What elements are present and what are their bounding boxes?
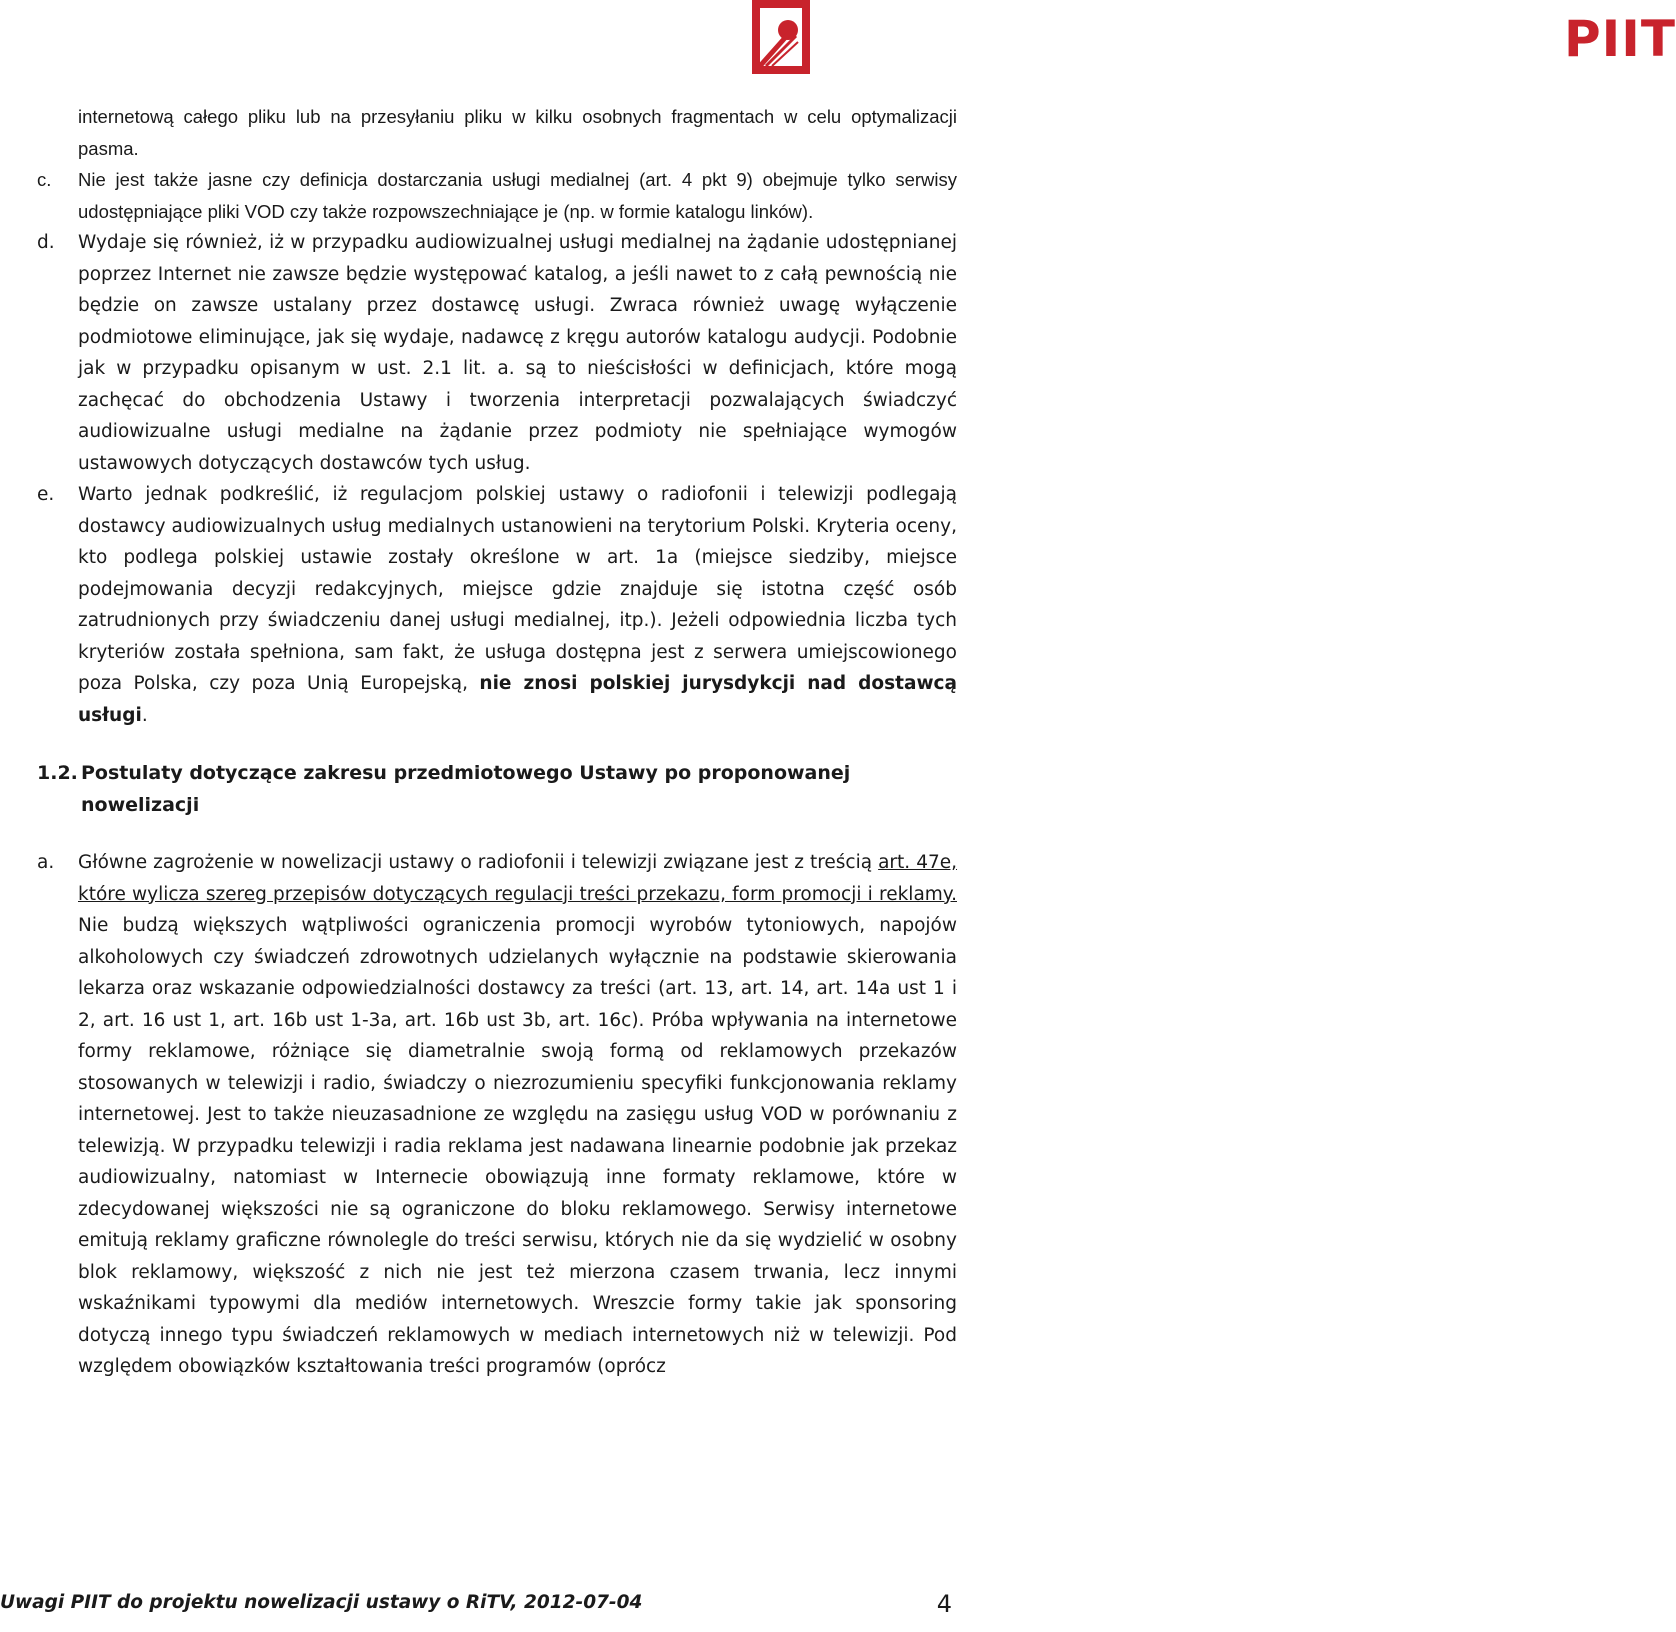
footer-text: Uwagi PIIT do projektu nowelizacji ustawy o RiTV, 2012-07-04 — [0, 1592, 643, 1613]
spacer — [37, 821, 957, 847]
bold-text: nie znosi polskiej jurysdykcji nad dostawcą usługi — [78, 673, 957, 726]
page-number: 4 — [936, 1590, 952, 1618]
document-body — [37, 101, 957, 1383]
list-item-text: Warto jednak podkreślić, iż regulacjom polskiej ustawy o radiofonii i telewizji podlegają dostawcy audiowizualnych usług medialnych ustanowieni na terytorium Polski. Kryteria oceny, kto podlega polskiej ustawie zostały określone w art. 1a (miejsce siedziby, miejsce podejmowania decyzji redakcyjnych, miejsce gdzie znajduje się istotna część osób zatrudnionych przy świadczeniu danej usługi medialnej, itp.). Jeżeli odpowiednia liczba tych kryteriów została spełniona, sam fakt, że usługa dostępna jest z serwera umiejscowionego poza Polska, czy poza Unią Europejską, — [78, 484, 957, 694]
list-item-text: Nie jest także jasne czy definicja dostarczania usługi medialnej (art. 4 pkt 9) obejmuje tylko serwisy udostępniające pliki VOD czy także rozpowszechniające je (np. w formie katalogu linków). — [78, 169, 957, 222]
logo-text: PIIT — [1564, 10, 1676, 68]
section-number: 1.2. — [37, 762, 78, 784]
list-item-text-cont: Nie budzą większych wątpliwości ograniczenia promocji wyrobów tytoniowych, napojów alkoholowych czy świadczeń zdrowotnych udzielanych wyłącznie na podstawie skierowania lekarza oraz wskazanie odpowiedzialności dostawcy za treści (art. 13, art. 14, art. 14a ust 1 i 2, art. 16 ust 1, art. 16b ust 1-3a, art. 16b ust 3b, art. 16c). Próba wpływania na internetowe formy reklamowe, różniące się diametralnie swoją formą od reklamowych przekazów stosowanych w telewizji i radio, świadczy o niezrozumieniu specyfiki funkcjonowania reklamy internetowej. Jest to także nieuzasadnione ze względu na zasięgu usług VOD w porównaniu z telewizją. W przypadku telewizji i radia reklama jest nadawana linearnie podobnie jak przekaz audiowizualny, natomiast w Internecie obowiązują inne formaty reklamowe, które w zdecydowanej większości nie są ograniczone do bloku reklamowego. Serwisy internetowe emitują reklamy graficzne równolegle do treści serwisu, których nie da się wydzielić w osobny blok reklamowy, większość z nich nie jest też mierzona czasem trwania, lecz innymi wskaźnikami typowymi dla mediów internetowych. Wreszcie formy takie jak sponsoring dotyczą innego typu świadczeń reklamowych w mediach internetowych niż w telewizji. Pod względem obowiązków kształtowania treści programów (oprócz — [78, 915, 957, 1377]
continuation-paragraph: internetową całego pliku lub na przesyłaniu pliku w kilku osobnych fragmentach w celu optymalizacji pasma. — [78, 106, 957, 159]
list-marker: a. — [37, 852, 55, 873]
section-heading — [37, 758, 957, 821]
page-footer — [0, 1584, 960, 1624]
list-item-text-end: . — [141, 704, 148, 726]
list-item-text: Wydaje się również, iż w przypadku audiowizualnej usługi medialnej na żądanie udostępnianej poprzez Internet nie zawsze będzie występować katalog, a jeśli nawet to z całą pewnością nie będzie on zawsze ustalany przez dostawcę usługi. Zwraca również uwagę wyłączenie podmiotowe eliminujące, jak się wydaje, nadawcę z kręgu autorów katalogu audycji. Podobnie jak w przypadku opisanym w ust. 2.1 lit. a. są to nieścisłości w definicjach, które mogą zachęcać do obchodzenia Ustawy i tworzenia interpretacji pozwalających świadczyć audiowizualne usługi medialne na żądanie przez podmioty nie spełniające wymogów ustawowych dotyczących dostawców tych usług. — [78, 232, 957, 474]
list-item-c — [37, 164, 957, 227]
section-title: Postulaty dotyczące zakresu przedmiotowego Ustawy po proponowanej nowelizacji — [81, 762, 851, 816]
list-item-d — [37, 227, 957, 479]
list-item-text: Główne zagrożenie w nowelizacji ustawy o radiofonii i telewizji związane jest z treścią — [78, 852, 879, 873]
underlined-text: art. 47e, które wylicza szereg przepisów dotyczących regulacji treści przekazu, form promocji i reklamy. — [78, 852, 957, 905]
list-marker: c. — [37, 169, 52, 190]
list-marker: d. — [37, 232, 55, 253]
list-item-e — [37, 479, 957, 731]
list-marker: e. — [37, 484, 55, 505]
list-item-a — [37, 847, 957, 1383]
piit-emblem-icon — [752, 0, 842, 86]
piit-logo — [752, 0, 1676, 86]
